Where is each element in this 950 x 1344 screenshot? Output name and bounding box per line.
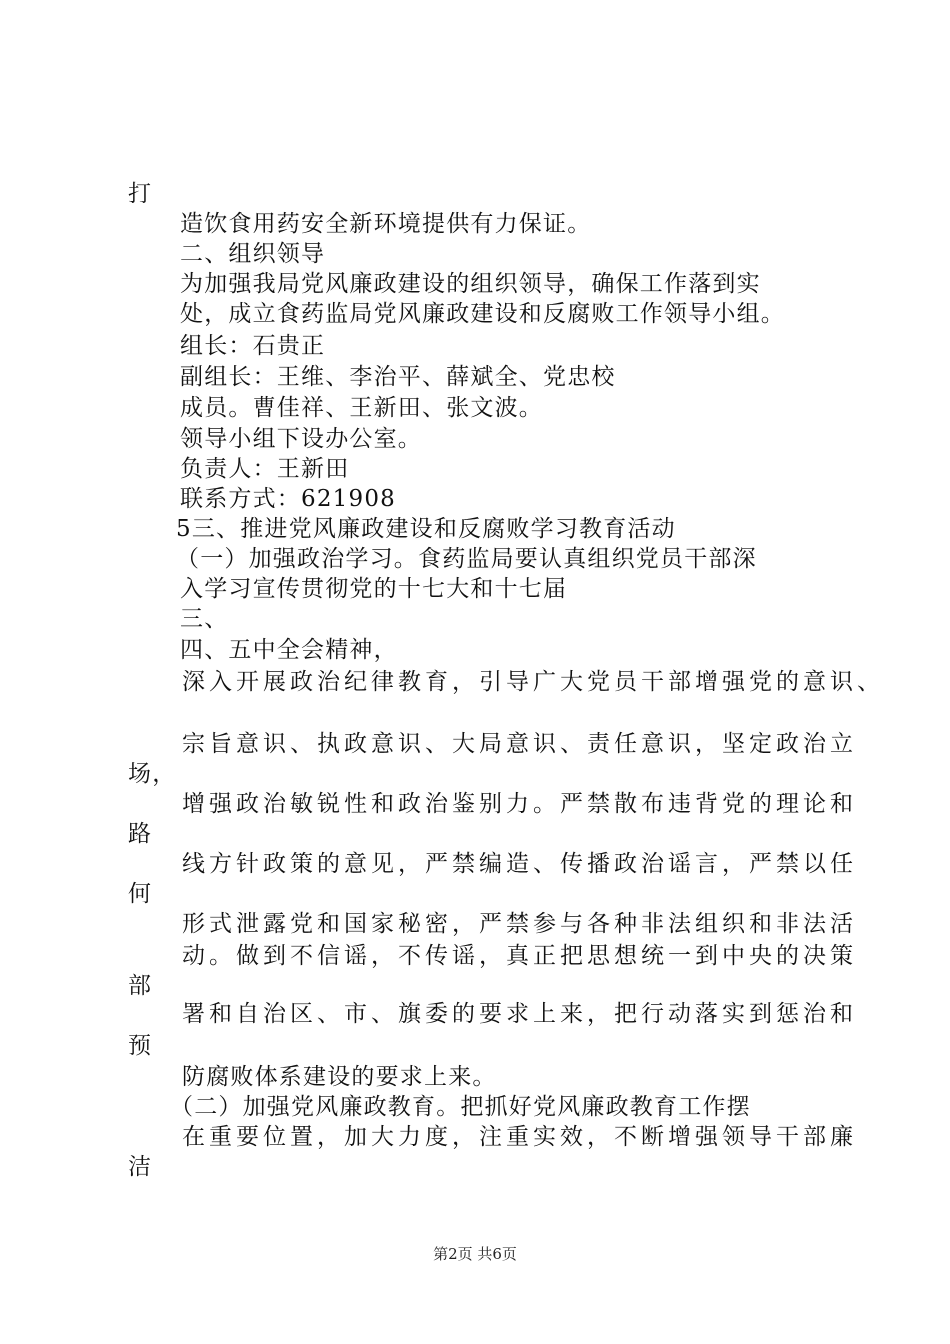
text-line: 四、五中全会精神， — [180, 637, 398, 663]
text-line: 打 — [128, 181, 153, 207]
text-line: 宗旨意识、执政意识、大局意识、责任意识，坚定政治立 — [182, 731, 857, 757]
text-line: 何 — [128, 881, 153, 907]
section-heading: 二、组织领导 — [180, 241, 326, 267]
text-line: 线方针政策的意见，严禁编造、传播政治谣言，严禁以任 — [182, 851, 857, 877]
text-line: 处，成立食药监局党风廉政建设和反腐败工作领导小组。 — [180, 301, 785, 327]
text-line: 增强政治敏锐性和政治鉴别力。严禁散布违背党的理论和 — [182, 791, 857, 817]
text-line: 领导小组下设办公室。 — [180, 426, 422, 452]
text-line: 在重要位置，加大力度，注重实效，不断增强领导干部廉 — [182, 1124, 857, 1150]
text-line: 成员。曹佳祥、王新田、张文波。 — [180, 395, 543, 421]
section-heading: （二）加强党风廉政教育。把抓好党风廉政教育工作摆 — [170, 1094, 751, 1120]
text-line: 副组长：王维、李治平、薛斌全、党忠校 — [180, 364, 616, 390]
text-line: 场， — [128, 761, 177, 787]
text-line: 洁 — [128, 1154, 153, 1180]
text-line: 部 — [128, 973, 153, 999]
section-heading: 5三、推进党风廉政建设和反腐败学习教育活动 — [176, 516, 676, 542]
text-line: 深入开展政治纪律教育，引导广大党员干部增强党的意识、 — [182, 669, 884, 695]
text-line: 防腐败体系建设的要求上来。 — [182, 1064, 497, 1090]
text-line: 为加强我局党风廉政建设的组织领导，确保工作落到实 — [180, 271, 761, 297]
text-line: 动。做到不信谣，不传谣，真正把思想统一到中央的决策 — [182, 943, 857, 969]
text-line: 路 — [128, 821, 153, 847]
text-line: 入学习宣传贯彻党的十七大和十七届 — [180, 576, 568, 602]
text-line: 造饮食用药安全新环境提供有力保证。 — [180, 211, 592, 237]
text-line: 组长：石贵正 — [180, 333, 326, 359]
text-line: 三、 — [180, 606, 229, 632]
text-line: 负责人：王新田 — [180, 456, 350, 482]
text-line: （一）加强政治学习。食药监局要认真组织党员干部深 — [176, 546, 757, 572]
page-footer: 第2页 共6页 — [433, 1245, 517, 1263]
text-line: 署和自治区、市、旗委的要求上来，把行动落实到惩治和 — [182, 1001, 857, 1027]
text-line: 预 — [128, 1033, 153, 1059]
text-line: 联系方式：621908 — [180, 486, 396, 512]
text-line: 形式泄露党和国家秘密，严禁参与各种非法组织和非法活 — [182, 911, 857, 937]
